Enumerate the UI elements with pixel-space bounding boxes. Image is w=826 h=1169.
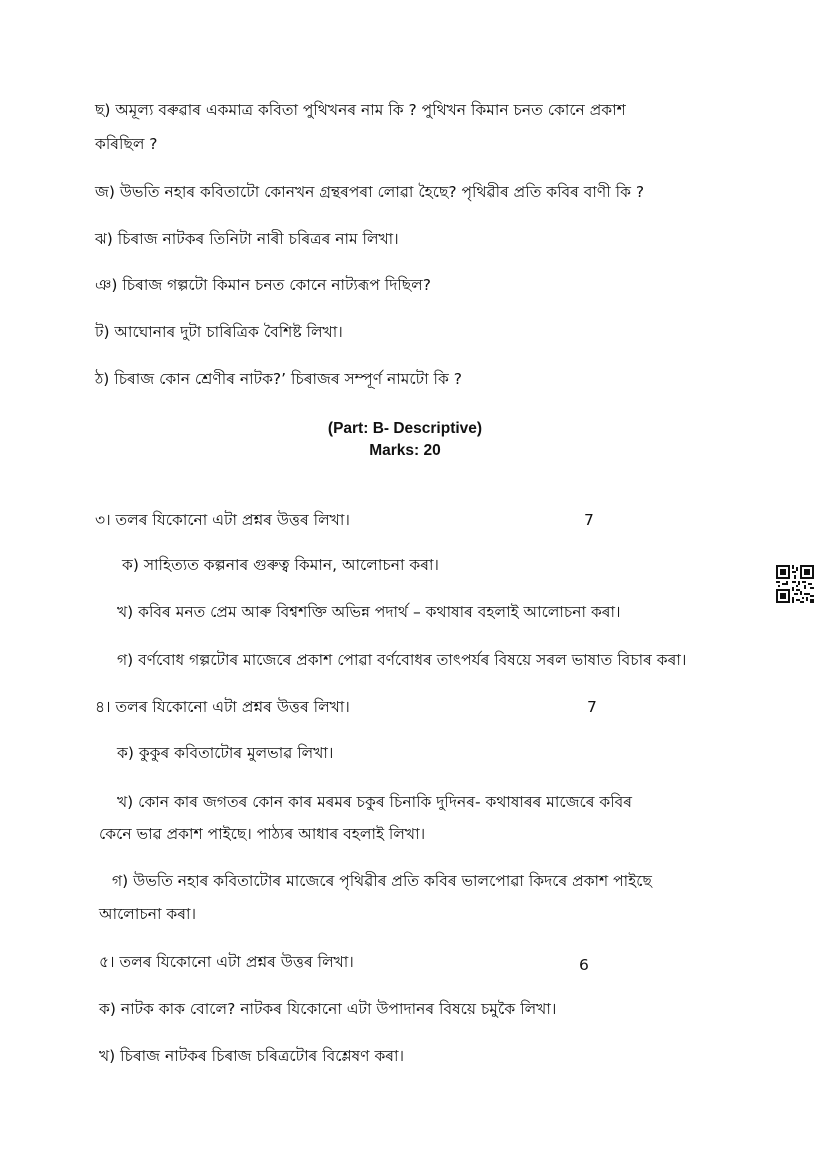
q4-marks: 7: [587, 698, 597, 716]
question-ja: জ) উভতি নহাৰ কবিতাটো কোনখন গ্ৰন্থৰপৰা লোৱা হৈছে? পৃথিৱীৰ প্ৰতি কবিৰ বাণী কি ?: [95, 183, 645, 201]
q4-option-kha-line2: কেনে ভাৱ প্ৰকাশ পাইছে। পাঠ্যৰ আধাৰ বহলাই লিখা।: [99, 825, 426, 843]
question-ta: ট) আঘোনাৰ দুটা চাৰিত্ৰিক বৈশিষ্ট লিখা।: [95, 323, 343, 341]
q3-marks: 7: [584, 511, 594, 529]
question-cha: ছ) অমূল্য বৰুৱাৰ একমাত্ৰ কবিতা পুথিখনৰ নাম কি ? পুথিখন কিমান চনত কোনে প্ৰকাশ: [95, 101, 626, 119]
q4-option-ka: ক) কুকুৰ কবিতাটোৰ মুলভাৱ লিখা।: [117, 744, 334, 762]
question-tha: ঠ) চিৰাজ কোন শ্ৰেণীৰ নাটক?’ চিৰাজৰ সম্পূৰ্ণ নামটো কি ?: [95, 370, 462, 388]
q3-heading: ৩। তলৰ যিকোনো এটা প্ৰশ্নৰ উত্তৰ লিখা।: [95, 511, 350, 529]
q5-option-kha: খ) চিৰাজ নাটকৰ চিৰাজ চৰিত্ৰটোৰ বিশ্লেষণ কৰা।: [99, 1047, 405, 1065]
part-b-marks: Marks: 20: [369, 442, 441, 459]
q3-option-ka: ক) সাহিত্যত কল্পনাৰ গুৰুত্ব কিমান, আলোচনা কৰা।: [122, 556, 439, 574]
qr-code-icon: [776, 565, 814, 603]
q4-option-kha-line1: খ) কোন কাৰ জগতৰ কোন কাৰ মৰমৰ চকুৰ চিনাকি দুদিনৰ- কথাষাৰৰ মাজেৰে কবিৰ: [117, 793, 633, 811]
q5-option-ka: ক) নাটক কাক বোলে? নাটকৰ যিকোনো এটা উপাদানৰ বিষয়ে চমুকৈ লিখা।: [99, 1000, 557, 1018]
q5-marks: 6: [579, 956, 589, 974]
q3-option-kha: খ) কবিৰ মনত প্ৰেম আৰু বিশ্বশক্তি অভিন্ন পদাৰ্থ – কথাষাৰ বহলাই আলোচনা কৰা।: [117, 603, 621, 621]
question-nya: ঞ) চিৰাজ গল্পটো কিমান চনত কোনে নাট্যৰূপ দিছিল?: [95, 276, 431, 294]
q4-heading: ৪। তলৰ যিকোনো এটা প্ৰশ্নৰ উত্তৰ লিখা।: [95, 698, 350, 716]
question-jha: ঝ) চিৰাজ নাটকৰ তিনিটা নাৰী চৰিত্ৰৰ নাম লিখা।: [95, 230, 399, 248]
part-b-title: (Part: B- Descriptive): [327, 420, 483, 437]
q5-heading: ৫। তলৰ যিকোনো এটা প্ৰশ্নৰ উত্তৰ লিখা।: [99, 953, 354, 971]
q3-option-ga: গ) বৰ্ণবোধ গল্পটোৰ মাজেৰে প্ৰকাশ পোৱা বৰ্ণবোধৰ তাৎপৰ্যৰ বিষয়ে সৰল ভাষাত বিচাৰ কৰা।: [117, 651, 687, 669]
question-cha-continuation: কৰিছিল ?: [95, 135, 158, 153]
q4-option-ga-line1: গ) উভতি নহাৰ কবিতাটোৰ মাজেৰে পৃথিৱীৰ প্ৰতি কবিৰ ভালপোৱা কিদৰে প্ৰকাশ পাইছে: [112, 872, 652, 890]
q4-option-ga-line2: আলোচনা কৰা।: [99, 905, 197, 923]
